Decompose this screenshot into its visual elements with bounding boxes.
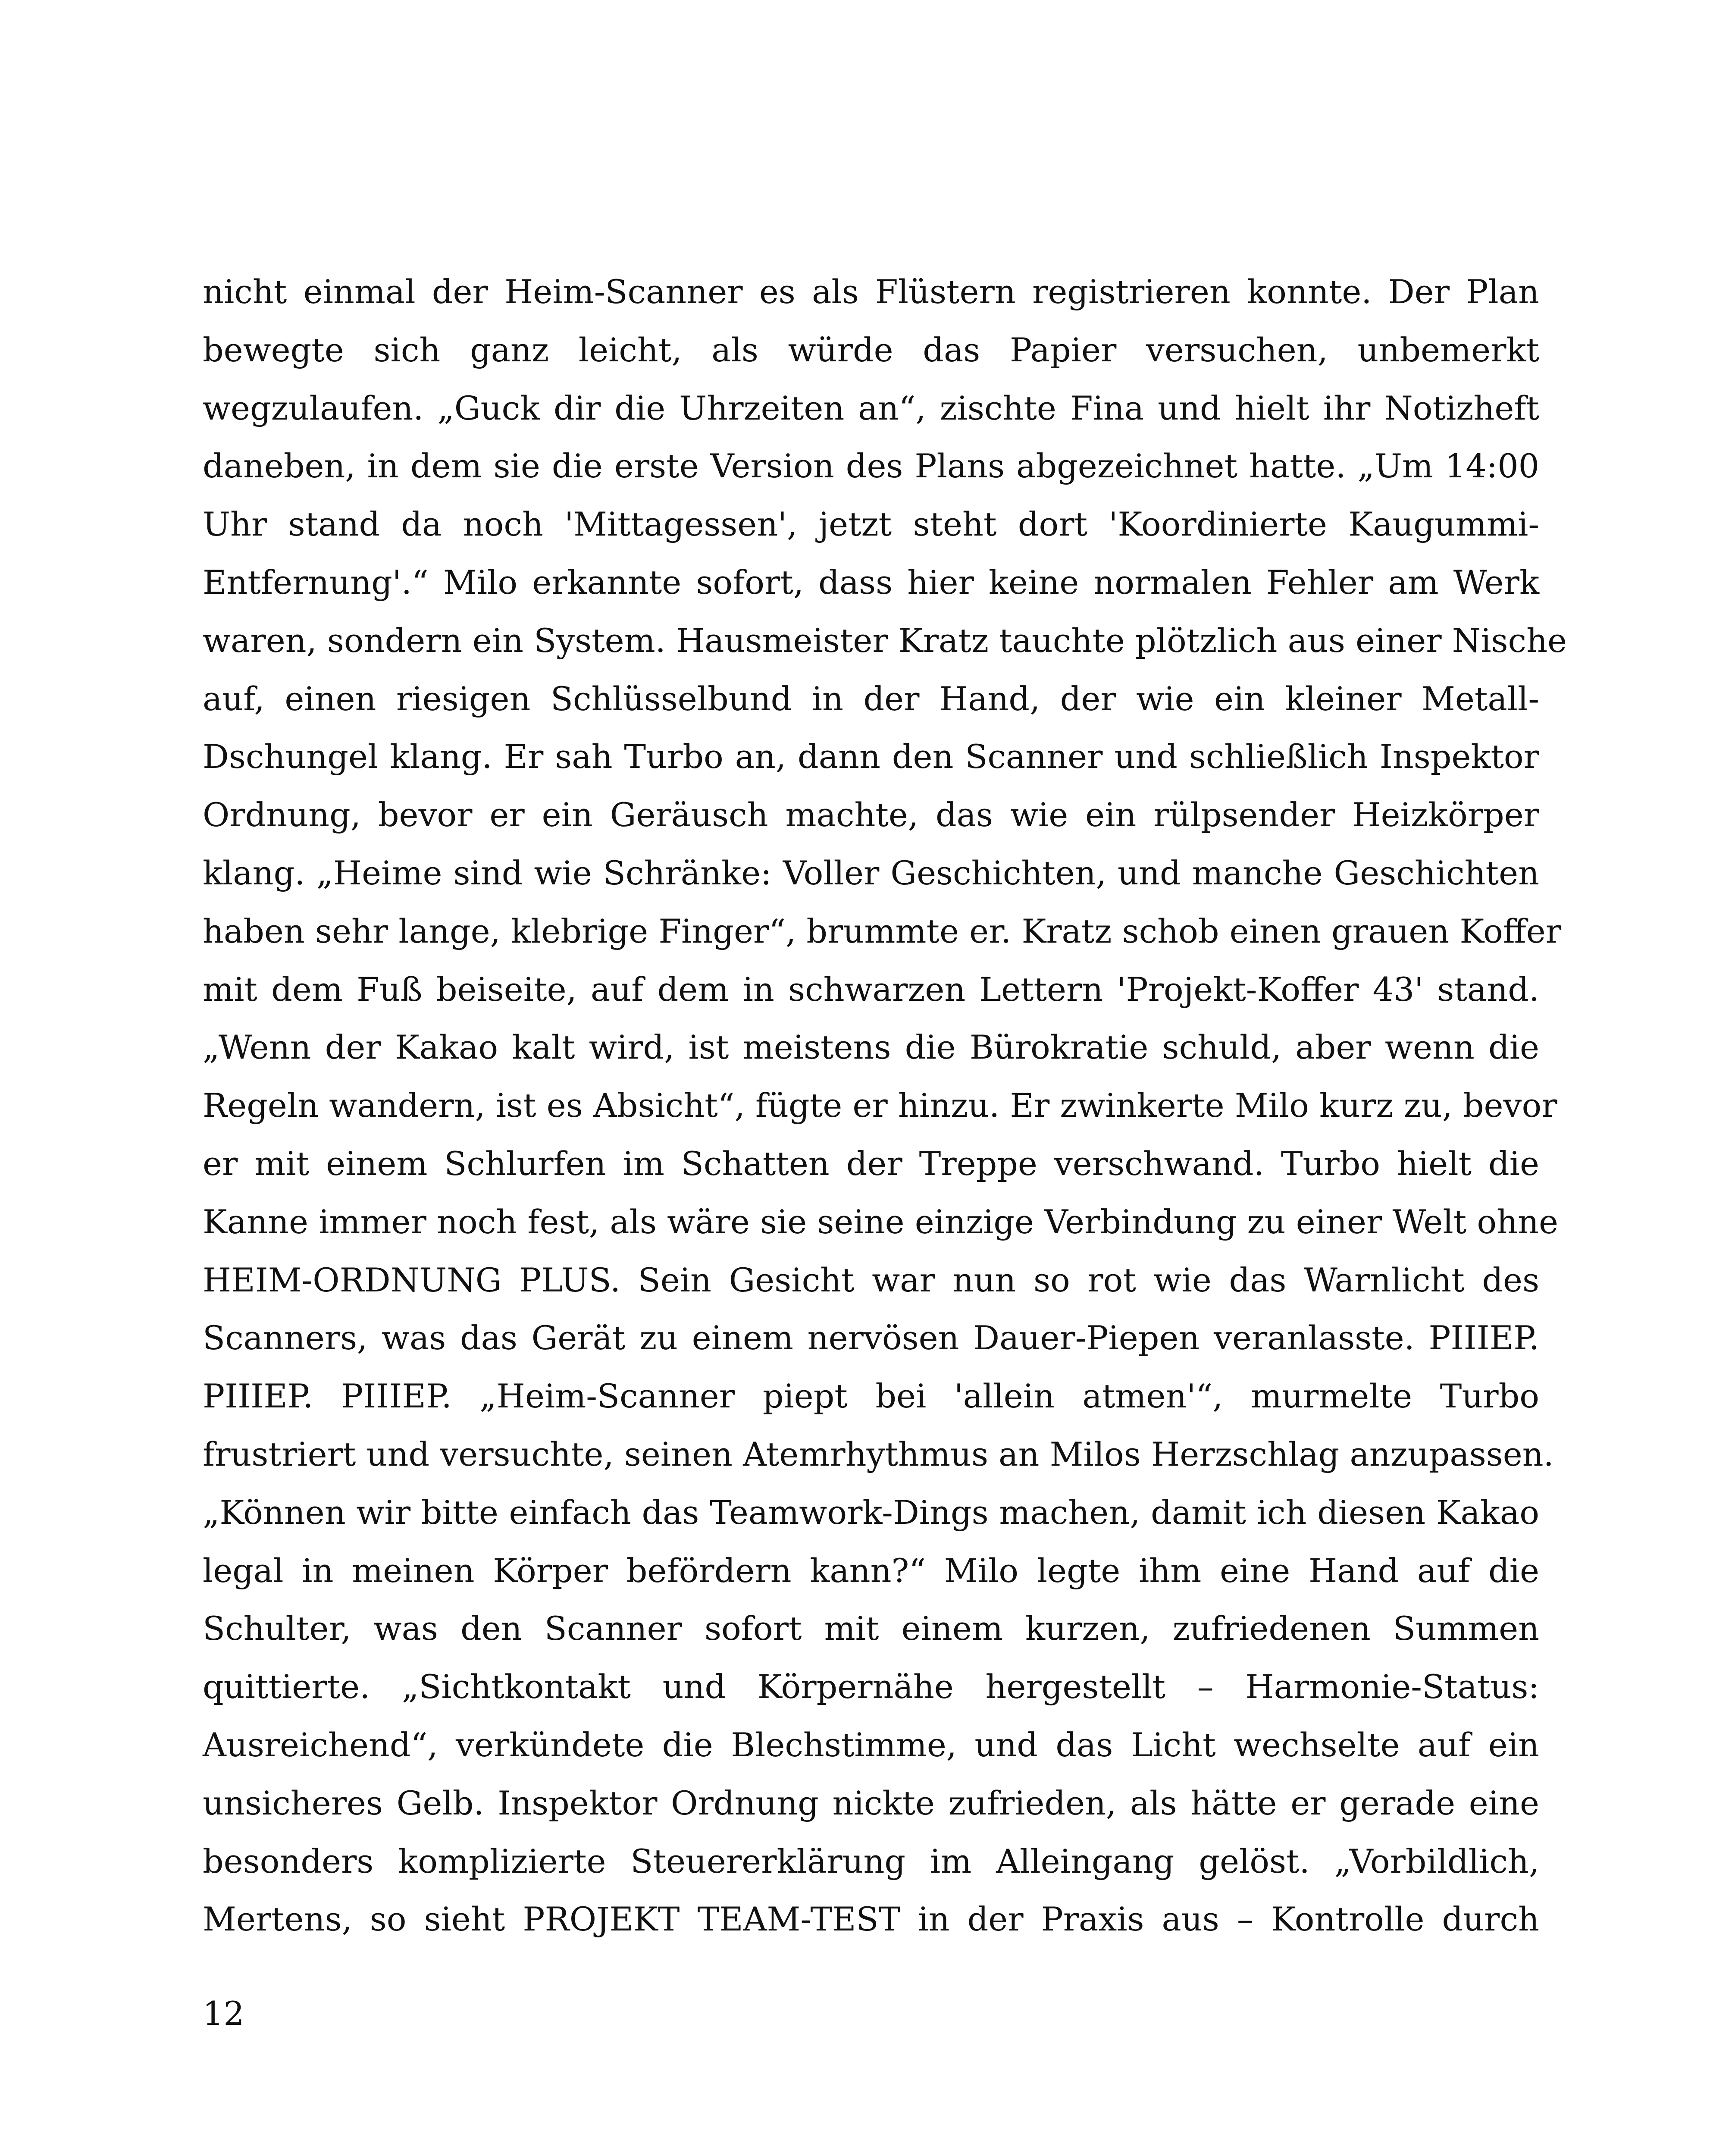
text-line: auf, einen riesigen Schlüsselbund in der Hand, der wie ein kleiner Metall- (203, 679, 1539, 718)
page-number: 12 (203, 1994, 244, 2033)
text-line: Kanne immer noch fest, als wäre sie seine einzige Verbindung zu einer Welt ohne (203, 1202, 1558, 1241)
text-line: Mertens, so sieht PROJEKT TEAM-TEST in der Praxis aus – Kontrolle durch (203, 1900, 1539, 1939)
text-line: bewegte sich ganz leicht, als würde das Papier versuchen, unbemerkt (203, 330, 1539, 369)
text-line: frustriert und versuchte, seinen Atemrhythmus an Milos Herzschlag anzupassen. (203, 1435, 1554, 1473)
text-line: wegzulaufen. „Guck dir die Uhrzeiten an“, zischte Fina und hielt ihr Notizheft (203, 389, 1539, 427)
text-line: „Wenn der Kakao kalt wird, ist meistens die Bürokratie schuld, aber wenn die (203, 1028, 1539, 1067)
text-line: unsicheres Gelb. Inspektor Ordnung nickte zufrieden, als hätte er gerade eine (203, 1783, 1539, 1822)
text-line: PIIIEP. PIIIEP. „Heim-Scanner piept bei 'allein atmen'“, murmelte Turbo (203, 1377, 1539, 1416)
text-line: Uhr stand da noch 'Mittagessen', jetzt steht dort 'Koordinierte Kaugummi- (203, 505, 1539, 544)
text-line: Ausreichend“, verkündete die Blechstimme, und das Licht wechselte auf ein (203, 1725, 1539, 1764)
body-text (203, 263, 1567, 1949)
text-line: quittierte. „Sichtkontakt und Körpernähe hergestellt – Harmonie-Status: (203, 1667, 1539, 1706)
text-line: legal in meinen Körper befördern kann?“ Milo legte ihm eine Hand auf die (203, 1551, 1539, 1590)
text-line: Ordnung, bevor er ein Geräusch machte, das wie ein rülpsender Heizkörper (203, 796, 1539, 834)
text-line: nicht einmal der Heim-Scanner es als Flüstern registrieren konnte. Der Plan (203, 273, 1539, 311)
text-line: HEIM-ORDNUNG PLUS. Sein Gesicht war nun so rot wie das Warnlicht des (203, 1260, 1539, 1299)
text-line: daneben, in dem sie die erste Version des Plans abgezeichnet hatte. „Um 14:00 (203, 447, 1539, 486)
text-line: Schulter, was den Scanner sofort mit einem kurzen, zufriedenen Summen (203, 1609, 1539, 1648)
text-line: Entfernung'.“ Milo erkannte sofort, dass hier keine normalen Fehler am Werk (203, 563, 1539, 602)
text-line: Regeln wandern, ist es Absicht“, fügte er hinzu. Er zwinkerte Milo kurz zu, bevor (203, 1086, 1557, 1125)
text-line: haben sehr lange, klebrige Finger“, brummte er. Kratz schob einen grauen Koffer (203, 912, 1562, 950)
text-line: klang. „Heime sind wie Schränke: Voller Geschichten, und manche Geschichten (203, 853, 1539, 892)
text-line: Scanners, was das Gerät zu einem nervösen Dauer-Piepen veranlasste. PIIIEP. (203, 1319, 1539, 1357)
text-line: Dschungel klang. Er sah Turbo an, dann den Scanner und schließlich Inspektor (203, 737, 1539, 776)
text-line: er mit einem Schlurfen im Schatten der Treppe verschwand. Turbo hielt die (203, 1144, 1539, 1183)
text-line: besonders komplizierte Steuererklärung im Alleingang gelöst. „Vorbildlich, (203, 1842, 1539, 1880)
text-line: waren, sondern ein System. Hausmeister Kratz tauchte plötzlich aus einer Nische (203, 621, 1567, 660)
text-line: mit dem Fuß beiseite, auf dem in schwarzen Lettern 'Projekt-Koffer 43' stand. (203, 970, 1539, 1009)
text-line: „Können wir bitte einfach das Teamwork-Dings machen, damit ich diesen Kakao (203, 1493, 1539, 1532)
